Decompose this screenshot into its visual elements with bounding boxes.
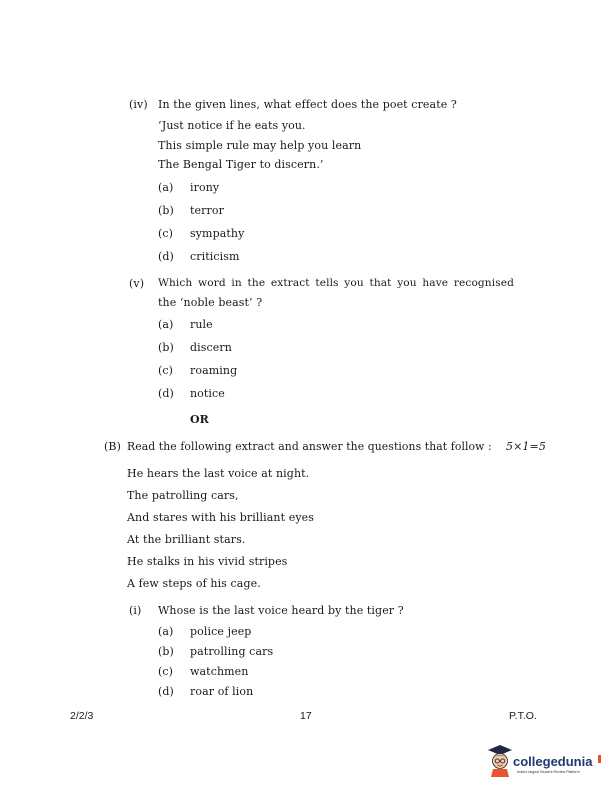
option-label: (a) — [158, 625, 174, 638]
question-iv-number: (iv) — [129, 98, 148, 111]
extract-line-4: At the brilliant stars. — [127, 533, 246, 546]
option-label: (d) — [158, 685, 174, 698]
option-label: (b) — [158, 645, 174, 658]
question-v-text-line1: Which word in the extract tells you that you have recognised — [158, 277, 514, 289]
option-label: (c) — [158, 665, 174, 678]
question-v-number: (v) — [129, 277, 145, 290]
option-label: (c) — [158, 227, 174, 240]
extract-line-2: The patrolling cars, — [127, 489, 239, 502]
option-label: (d) — [158, 387, 174, 400]
option-text: roar of lion — [190, 685, 254, 698]
option-label: (b) — [158, 341, 174, 354]
option-text: rule — [190, 318, 213, 331]
logo-accent-mark — [598, 755, 601, 763]
option-label: (b) — [158, 204, 174, 217]
option-text: watchmen — [190, 665, 249, 678]
option-label: (c) — [158, 364, 174, 377]
option-text: discern — [190, 341, 232, 354]
option-text: police jeep — [190, 625, 252, 638]
section-b-marks: 5×1=5 — [506, 440, 546, 453]
collegedunia-logo[interactable] — [487, 743, 607, 783]
option-text: notice — [190, 387, 225, 400]
question-i-text: Whose is the last voice heard by the tiger ? — [158, 604, 404, 617]
option-text: sympathy — [190, 227, 245, 240]
quote-line-3: The Bengal Tiger to discern.’ — [158, 158, 324, 171]
question-i-number: (i) — [129, 604, 142, 617]
extract-line-6: A few steps of his cage. — [127, 577, 261, 590]
section-b-instruction: Read the following extract and answer the questions that follow : — [127, 440, 492, 453]
quote-line-1: ‘Just notice if he eats you. — [158, 119, 306, 132]
option-text: roaming — [190, 364, 238, 377]
option-label: (a) — [158, 181, 174, 194]
extract-line-5: He stalks in his vivid stripes — [127, 555, 288, 568]
option-text: criticism — [190, 250, 240, 263]
option-text: irony — [190, 181, 220, 194]
section-b-label: (B) — [104, 440, 121, 453]
question-v-text-line2: the ‘noble beast’ ? — [158, 296, 263, 309]
option-text: patrolling cars — [190, 645, 274, 658]
logo-tagline: India's largest Student Review Platform — [517, 770, 580, 774]
footer-pto: P.T.O. — [509, 710, 537, 722]
logo-wordmark: collegedunia — [513, 754, 593, 769]
or-separator: OR — [190, 413, 209, 426]
option-label: (a) — [158, 318, 174, 331]
quote-line-2: This simple rule may help you learn — [158, 139, 362, 152]
footer-paper-code: 2/2/3 — [70, 710, 94, 722]
option-label: (d) — [158, 250, 174, 263]
extract-line-3: And stares with his brilliant eyes — [127, 511, 314, 524]
extract-line-1: He hears the last voice at night. — [127, 467, 310, 480]
option-text: terror — [190, 204, 224, 217]
footer-page-number: 17 — [300, 710, 312, 722]
graduate-mascot-icon — [487, 743, 513, 777]
question-iv-text: In the given lines, what effect does the poet create ? — [158, 98, 457, 111]
